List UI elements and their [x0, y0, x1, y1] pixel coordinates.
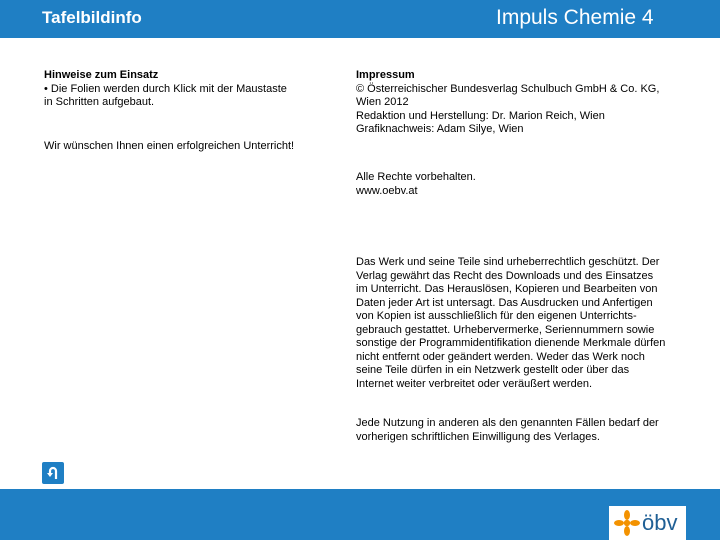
- copyright-line: Internet weiter verbreitet oder veräußert werden.: [356, 377, 593, 390]
- copyright-line: seine Teile dürfen in ein Netzwerk gestellt oder über das: [356, 364, 630, 376]
- usage-hints-section: [44, 69, 334, 152]
- impressum-heading: Impressum: [356, 69, 415, 81]
- rights-notice: Alle Rechte vorbehalten.: [356, 171, 476, 183]
- copyright-line: Verlag gewährt das Recht des Downloads und des Einsatzes: [356, 269, 654, 282]
- impressum-line: Redaktion und Herstellung: Dr. Marion Reich, Wien: [356, 109, 605, 122]
- publisher-logo-text: öbv: [642, 510, 678, 535]
- impressum-line: Wien 2012: [356, 96, 409, 108]
- usage-rights-section: [356, 417, 696, 444]
- impressum-line: Grafiknachweis: Adam Silye, Wien: [356, 123, 524, 135]
- back-button[interactable]: [42, 462, 64, 484]
- product-title: Impuls Chemie 4: [496, 6, 654, 29]
- usage-hint-line-2: in Schritten aufgebaut.: [44, 96, 155, 108]
- usage-rights-line: Jede Nutzung in anderen als den genannten Fällen bedarf der: [356, 417, 659, 429]
- impressum-section: [356, 69, 701, 137]
- copyright-line: sonstige der Programmidentifikation dienende Merkmale dürfen: [356, 337, 666, 349]
- return-arrow-icon: [45, 465, 61, 481]
- usage-hint-line-1: • Die Folien werden durch Klick mit der Maustaste: [44, 82, 287, 95]
- header-bar: [0, 0, 720, 38]
- copyright-line: von Kopien ist ausschließlich für den eigenen Unterrichts-: [356, 310, 637, 322]
- copyright-line: gebrauch gestattet. Urhebervermerke, Seriennummern sowie: [356, 323, 655, 336]
- copyright-section: [356, 256, 696, 391]
- usage-hints-heading: Hinweise zum Einsatz: [44, 69, 159, 81]
- usage-rights-line: vorherigen schriftlichen Einwilligung des Verlages.: [356, 430, 600, 443]
- star-flower-logo-icon: [613, 509, 641, 537]
- copyright-line: im Unterricht. Das Herauslösen, Kopieren und Bearbeiten von: [356, 283, 658, 295]
- rights-section: [356, 171, 476, 198]
- publisher-logo[interactable]: [609, 506, 686, 540]
- greeting-text: Wir wünschen Ihnen einen erfolgreichen Unterricht!: [44, 140, 295, 152]
- copyright-line: nicht entfernt oder geändert werden. Weder das Werk noch: [356, 350, 645, 363]
- impressum-line: © Österreichischer Bundesverlag Schulbuch GmbH & Co. KG,: [356, 82, 660, 95]
- page-title: Tafelbildinfo: [42, 8, 142, 27]
- publisher-url: www.oebv.at: [356, 184, 418, 197]
- copyright-line: Daten jeder Art ist untersagt. Das Ausdrucken und Anfertigen: [356, 296, 653, 309]
- copyright-line: Das Werk und seine Teile sind urheberrechtlich geschützt. Der: [356, 256, 660, 268]
